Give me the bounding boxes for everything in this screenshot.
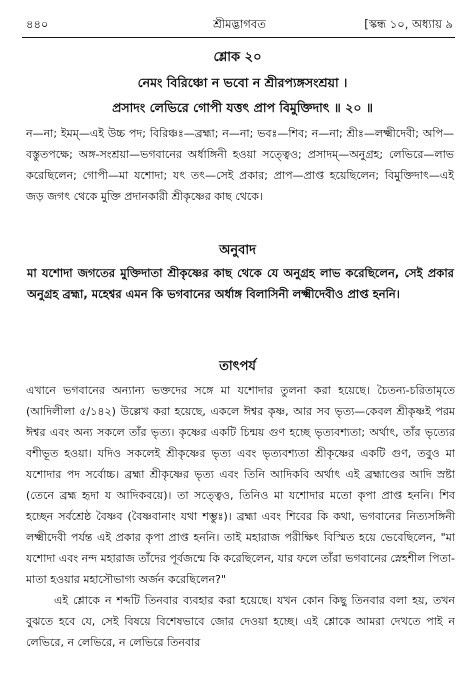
purport-paragraph-1: এখানে ভগবানের অন্যান্য ভক্তদের সঙ্গে মা যশোদার তুলনা করা হয়েছে। চৈতন্য-চরিতামৃতে (আদিলীলা ৫/১৪২) উল্লেখ করা হয়েছে, একলে ঈশ্বর কৃষ্ণ, আর সব ভৃত্য—কেবল শ্রীকৃষ্ণই পরম ঈশ্বর এবং অন্য সকলে তাঁর ভৃত্য। কৃষ্ণের একটি চিন্ময় গুণ হচ্ছে ভৃত্যবশ্যতা; অর্থাৎ, তাঁর ভৃত্যের বশীভূত হওয়া। যদিও সকলেই শ্রীকৃষ্ণের ভৃত্য এবং ভৃত্যবশ্যতা শ্রীকৃষ্ণের একটি গুণ, তবুও মা যশোদার পদ সর্বোচ্চ। ব্রহ্মা শ্রীকৃষ্ণের ভৃত্য এবং তিনি আদিকবি অর্থাৎ এই ব্রহ্মাণ্ডের আদি স্রষ্টা (তেনে ব্রহ্ম হৃদা য আদিকবয়ে)। তা সত্ত্বেও, তিনিও মা যশোদার মতো কৃপা প্রাপ্ত হননি। শিব হচ্ছেন সর্বশ্রেষ্ঠ বৈষ্ণব (বৈষ্ণবানাং যথা শম্ভুঃ)। ব্রহ্মা এবং শিবের কি কথা, ভগবানের নিত্যসঙ্গিনী লক্ষ্মীদেবী পর্যন্ত এই প্রকার কৃপা প্রাপ্ত হননি। তাই মহারাজ পরীক্ষিৎ বিস্মিত হয়ে ভেবেছিলেন, "মা যশোদা এবং নন্দ মহারাজ তাঁদের পূর্বজন্মে কি করেছিলেন, যার ফলে তাঁরা ভগবানের স্নেহশীল পিতা-মাতা হওয়ার মহাসৌভাগ্য অর্জন করেছিলেন?": [26, 384, 455, 586]
word-synonyms: ন—না; ইমম্—এই উচ্চ পদ; বিরিঞ্চঃ—ব্রহ্মা; ন—না; ভবঃ—শিব; ন—না; শ্রীঃ—লক্ষ্মীদেবী; অপি—বস্তুতপক্ষে; অঙ্গ-সংশ্রয়া—ভগবানের অর্ধাঙ্গিনী হওয়া সত্ত্বেও; প্রসাদম্—অনুগ্রহ; লেভিরে—লাভ করেছিলেন; গোপী—মা যশোদা; যৎ তৎ—সেই প্রকার; প্রাপ—প্রাপ্ত হয়েছিলেন; বিমুক্তিদাৎ—এই জড় জগৎ থেকে মুক্তি প্রদানকারী শ্রীকৃষ্ণের কাছ থেকে।: [26, 127, 454, 203]
translation-heading: অনুবাদ: [219, 243, 256, 258]
verse-number: শ্লোক ২০: [213, 50, 262, 65]
chapter-location: [স্কন্ধ ১০, অধ্যায় ৯: [364, 17, 453, 31]
book-title: শ্রীমদ্ভাগবত: [213, 17, 266, 31]
purport-paragraph-2: এই শ্লোকে ন শব্দটি তিনবার ব্যবহার করা হয়েছে। যখন কোন কিছু তিনবার বলা হয়, তখন বুঝতে হবে যে, সেই বিষয়ে বিশেষভাবে জোর দেওয়া হচ্ছে। এই শ্লোকে আমরা দেখতে পাই ন লেভিরে, ন লেভিরে, ন লেভিরে তিনবার: [26, 594, 455, 649]
translation-text: মা যশোদা জগতের মুক্তিদাতা শ্রীকৃষ্ণের কাছ থেকে যে অনুগ্রহ লাভ করেছিলেন, সেই প্রকার অনুগ্রহ ব্রহ্মা, মহেশ্বর এমন কি ভগবানের অর্ধাঙ্গ বিলাসিনী লক্ষ্মীদেবীও প্রাপ্ত হননি।: [27, 266, 454, 301]
verse-line-2: প্রসাদং লেভিরে গোপী যত্তৎ প্রাপ বিমুক্তিদাৎ ॥ ২০ ॥: [112, 100, 373, 115]
header-rule: [22, 37, 455, 38]
running-header: [26, 16, 453, 34]
verse-line-1: নেমং বিরিঞ্চো ন ভবো ন শ্রীরপ্যঙ্গসংশ্রয়া ।: [137, 75, 348, 90]
purport-body: [26, 380, 455, 653]
purport-heading: তাৎপর্য: [219, 359, 256, 374]
page-number: ৪৪০: [26, 17, 49, 31]
sanskrit-verse: [30, 70, 455, 120]
